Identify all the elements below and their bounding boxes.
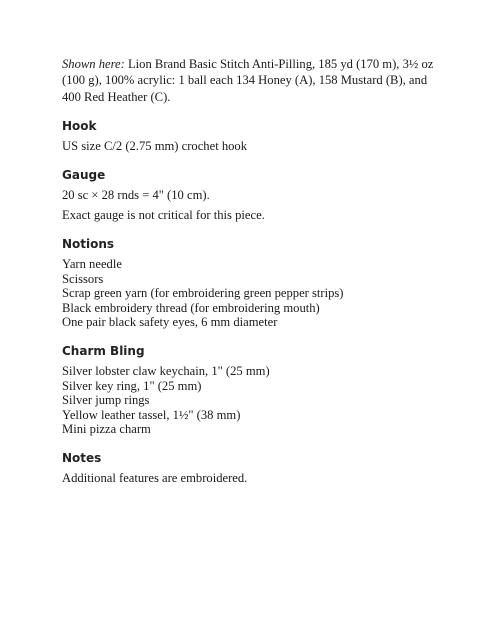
charm-bling-item: Mini pizza charm: [62, 422, 151, 437]
notions-heading: Notions: [62, 237, 115, 251]
section-notes: [62, 450, 442, 486]
section-notions: [62, 236, 442, 330]
notes-heading: Notes: [62, 450, 102, 465]
charm-bling-item: Silver key ring, 1" (25 mm): [62, 378, 202, 393]
section-gauge: [62, 167, 442, 223]
hook-heading: Hook: [62, 119, 97, 134]
section-hook: [62, 118, 442, 154]
charm-bling-item: Yellow leather tassel, 1½" (38 mm): [62, 407, 241, 422]
pattern-materials-page: [62, 56, 442, 486]
notions-item: One pair black safety eyes, 6 mm diameter: [62, 315, 278, 330]
notions-item: Scissors: [62, 271, 104, 286]
gauge-note: Exact gauge is not critical for this piece.: [62, 208, 265, 223]
materials-intro: [62, 56, 442, 105]
notions-item: Black embroidery thread (for embroidering mouth): [62, 300, 320, 315]
charm-bling-item: Silver lobster claw keychain, 1" (25 mm): [62, 363, 270, 378]
notions-item: Scrap green yarn (for embroidering green pepper strips): [62, 286, 344, 301]
hook-line: US size C/2 (2.75 mm) crochet hook: [62, 139, 248, 154]
section-charm-bling: [62, 343, 442, 437]
charm-bling-heading: Charm Bling: [62, 343, 145, 358]
notes-line: Additional features are embroidered.: [62, 470, 248, 485]
intro-text: Lion Brand Basic Stitch Anti-Pilling, 185 yd (170 m), 3½ oz (100 g), 100% acrylic: 1 ball each 134 Honey (A), 158 Mustard (B), and 400 Red Heather (C).: [62, 57, 434, 104]
intro-lead: Shown here:: [62, 57, 125, 71]
gauge-heading: Gauge: [62, 167, 106, 182]
charm-bling-item: Silver jump rings: [62, 393, 150, 408]
notions-item: Yarn needle: [62, 257, 122, 271]
gauge-line: 20 sc × 28 rnds = 4" (10 cm).: [62, 187, 210, 202]
